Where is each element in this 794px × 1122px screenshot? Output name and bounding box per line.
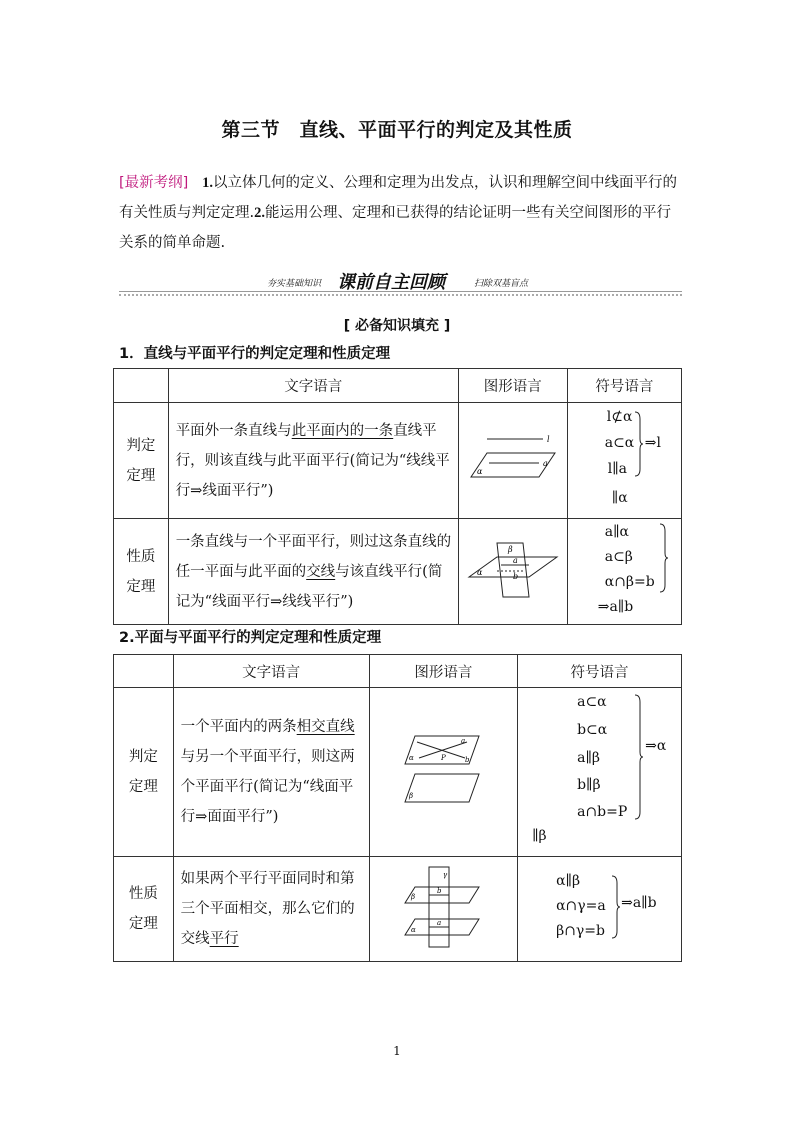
s1-row2-symbol: a∥α a⊂β α∩β=b ⇒a∥b	[567, 519, 681, 625]
syllabus-text-2: 能运用公理、定理和已获得的结论证明一些有关空间图形的平行关系的简单命题.	[119, 205, 671, 251]
s1-row1-figure	[458, 403, 567, 519]
svg-text:a: a	[461, 737, 466, 745]
s1-row2-figure	[458, 519, 567, 625]
s2-header-blank	[114, 655, 174, 688]
s2-header-symbol: 符号语言	[518, 655, 682, 688]
svg-text:γ: γ	[443, 871, 448, 879]
line-plane-table	[113, 368, 682, 625]
svg-text:α: α	[411, 926, 417, 934]
s2-row1-text: 一个平面内的两条相交直线与另一个平面平行，则这两个平面平行(简记为“线面平行⇒面面平行”)	[173, 688, 369, 857]
s2-row2-figure	[369, 857, 518, 962]
s2-header-figure: 图形语言	[369, 655, 518, 688]
knowledge-fill-heading: [ 必备知识填充 ]	[343, 318, 451, 334]
s1-row1-underline: 此平面内的一条	[291, 422, 394, 439]
s2-row2-symbol: α∥β α∩γ=a β∩γ=b ⇒a∥b	[518, 857, 682, 962]
section-banner	[119, 267, 682, 297]
three-planes-figure	[403, 865, 483, 949]
section2-heading: 2.平面与平面平行的判定定理和性质定理	[119, 630, 382, 646]
svg-text:β: β	[507, 544, 513, 554]
two-parallel-planes-figure	[403, 734, 483, 806]
syllabus-paragraph	[119, 168, 685, 258]
s1-row1-text: 平面外一条直线与此平面内的一条直线平行，则该直线与此平面平行(简记为“线线平行⇒线面平行”)	[168, 403, 458, 519]
svg-text:α: α	[476, 567, 483, 577]
svg-text:a: a	[542, 458, 548, 468]
s2-row1-symbol: a⊂α b⊂α a∥β b∥β a∩b=P ⇒α ∥β	[518, 688, 682, 857]
svg-text:a: a	[437, 919, 442, 927]
banner-right: 扫除双基盲点	[474, 279, 529, 289]
syllabus-num-1: 1.	[202, 175, 214, 191]
plane-intersection-figure	[467, 535, 559, 605]
s1-row2-text: 一条直线与一个平面平行，则过这条直线的任一平面与此平面的交线与该直线平行(简记为“线面平行⇒线线平行”)	[168, 519, 458, 625]
banner-left: 夯实基础知识	[267, 279, 322, 289]
s1-header-blank	[114, 369, 169, 403]
s2-row1-figure	[369, 688, 518, 857]
svg-text:α: α	[409, 754, 415, 762]
s2-row1-underline: 相交直线	[296, 719, 355, 735]
s1-header-figure: 图形语言	[458, 369, 567, 403]
section1-heading: 1．直线与平面平行的判定定理和性质定理	[119, 346, 391, 362]
s1-row1-symbol: l⊄α a⊂α l∥a ⇒l ∥α	[567, 403, 681, 519]
svg-text:l: l	[546, 434, 550, 444]
plane-plane-table	[113, 654, 682, 962]
s1-header-text: 文字语言	[168, 369, 458, 403]
svg-text:b: b	[465, 756, 470, 764]
s1-row2-label: 性质 定理	[114, 519, 169, 625]
s1-row2-underline: 交线	[306, 563, 336, 580]
syllabus-text-1: 以立体几何的定义、公理和定理为出发点，认识和理解空间中线面平行的有关性质与判定定理.	[119, 175, 678, 221]
banner-rule	[119, 291, 682, 296]
s2-header-text: 文字语言	[173, 655, 369, 688]
svg-text:b: b	[437, 887, 442, 895]
s2-row2-text: 如果两个平行平面同时和第三个平面相交，那么它们的交线平行	[173, 857, 369, 962]
page-title: 第三节 直线、平面平行的判定及其性质	[221, 119, 573, 141]
syllabus-tag: [最新考纲]	[119, 175, 189, 191]
syllabus-num-2: 2.	[254, 205, 265, 221]
banner-center: 课前自主回顾	[337, 272, 445, 293]
s1-header-symbol: 符号语言	[567, 369, 681, 403]
svg-text:a: a	[512, 555, 518, 565]
page-number: 1	[393, 1044, 401, 1058]
svg-text:α: α	[476, 466, 483, 476]
svg-text:β: β	[411, 893, 416, 901]
s1-row1-label: 判定 定理	[114, 403, 169, 519]
svg-text:P: P	[441, 754, 447, 762]
s2-row2-underline: 平行	[209, 931, 239, 947]
line-plane-parallel-figure	[467, 429, 559, 489]
s2-row1-label: 判定 定理	[114, 688, 174, 857]
svg-text:β: β	[409, 792, 414, 800]
s2-row2-label: 性质 定理	[114, 857, 174, 962]
svg-text:b: b	[512, 571, 518, 581]
